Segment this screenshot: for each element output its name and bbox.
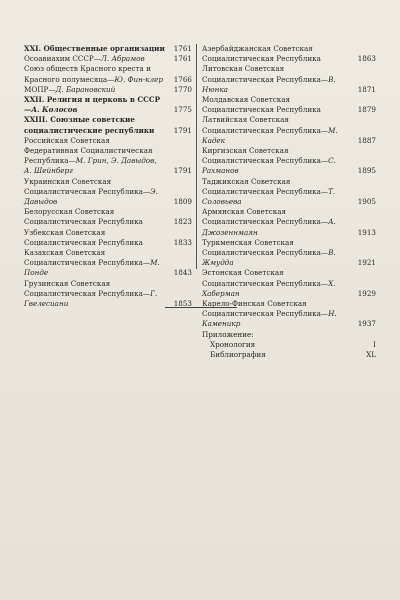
toc-entry-title — [210, 350, 350, 360]
toc-entry — [202, 177, 376, 208]
toc-entry-text: Союз обществ Красного креста и Красного полумесяца— — [24, 64, 151, 84]
toc-entry-author: Л. Абрамов — [100, 54, 145, 64]
toc-entry-text: Молдавская Советская Социалистическая Республика — [202, 95, 321, 115]
toc-entry — [202, 340, 376, 350]
toc-entry-page-number: 1843 — [173, 268, 192, 278]
toc-entry-title — [202, 146, 350, 177]
toc-entry-author: С. Рахманов — [202, 156, 336, 176]
toc-entry-page-number: 1905 — [357, 197, 376, 207]
toc-entry-page-number: 1809 — [173, 197, 192, 207]
toc-entry-title — [24, 95, 166, 115]
toc-entry-author: М. Кадек — [202, 125, 338, 145]
toc-entry — [24, 248, 192, 279]
column-divider — [196, 44, 197, 269]
toc-entry-text: Узбекская Советская Социалистическая Республика — [24, 227, 143, 247]
toc-entry-text: Латвийская Советская Социалистическая Республика— — [202, 115, 329, 135]
toc-entry-text: Таджикская Советская Социалистическая Республика— — [202, 176, 329, 196]
toc-entry-text: Казахская Советская Социалистическая Республика— — [24, 248, 151, 268]
toc-entry-page-number: 1791 — [173, 166, 192, 176]
toc-entry-page-number: 1929 — [357, 288, 376, 298]
toc-entry — [24, 44, 192, 54]
toc-entry-page-number: 1863 — [357, 54, 376, 64]
toc-entry-page-number: 1887 — [357, 135, 376, 145]
toc-entry-author: М. Грин, Э. Давыдов, А. Шейнберг — [24, 156, 157, 176]
toc-entry-title — [202, 115, 350, 146]
toc-entry-author: Д. Барановский — [55, 84, 116, 94]
toc-left-column — [24, 44, 192, 309]
toc-entry — [202, 95, 376, 115]
toc-right-column — [202, 44, 376, 360]
toc-entry-page-number: 1879 — [357, 105, 376, 115]
toc-entry-page-number: 1937 — [357, 319, 376, 329]
bottom-rule — [165, 307, 237, 308]
toc-entry-page-number: 1871 — [357, 84, 376, 94]
toc-entry-title — [24, 207, 166, 227]
toc-entry-title — [24, 228, 166, 248]
toc-entry-title — [202, 64, 350, 95]
toc-entry — [202, 44, 376, 64]
toc-entry — [24, 177, 192, 208]
toc-entry-page-number: 1775 — [173, 105, 192, 115]
toc-entry-text: Осоавиахим СССР— — [24, 54, 101, 64]
toc-entry-text: XXIII. Союзные советские социалистические республики — [24, 115, 155, 135]
toc-entry-page-number: 1761 — [173, 54, 192, 64]
toc-entry-text: Приложение: — [202, 329, 254, 339]
toc-entry-author: А. Джозеннмаян — [202, 217, 336, 237]
toc-entry-title — [202, 238, 350, 269]
toc-entry-title — [24, 177, 166, 208]
toc-entry-title — [202, 207, 350, 238]
toc-entry-page-number: I — [373, 339, 376, 349]
toc-entry-title — [24, 279, 166, 310]
toc-entry-title — [24, 64, 166, 84]
toc-entry — [202, 207, 376, 238]
toc-entry-page-number: 1921 — [357, 258, 376, 268]
toc-entry — [202, 115, 376, 146]
toc-entry — [24, 115, 192, 135]
toc-entry — [24, 207, 192, 227]
toc-entry — [202, 350, 376, 360]
toc-entry-text: Карело-Финская Советская Социалистическая Республика— — [202, 299, 329, 319]
toc-entry-title — [24, 248, 166, 279]
toc-entry — [24, 95, 192, 115]
toc-entry-title — [202, 44, 350, 64]
toc-entry-text: Российская Советская Федеративная Социалистическая Республика— — [24, 135, 153, 166]
toc-entry-page-number: 1761 — [173, 44, 192, 53]
toc-entry-text: Грузинская Советская Социалистическая Республика— — [24, 278, 151, 298]
toc-entry-text: Литовская Советская Социалистическая Республика— — [202, 64, 329, 84]
toc-entry-page-number: 1853 — [173, 299, 192, 309]
toc-entry-title — [210, 340, 350, 350]
toc-entry-page-number: 1913 — [357, 227, 376, 237]
toc-entry-page-number: 1833 — [173, 237, 192, 247]
toc-entry-title — [202, 177, 350, 208]
toc-entry-title — [24, 115, 166, 135]
toc-entry-title — [24, 44, 166, 54]
toc-entry — [24, 85, 192, 95]
toc-entry-title — [24, 85, 166, 95]
toc-entry-page-number: 1766 — [173, 74, 192, 84]
toc-entry-page-number: 1791 — [173, 125, 192, 135]
toc-entry-title — [24, 136, 166, 177]
toc-entry-author: Х. Хаберман — [202, 278, 336, 298]
toc-entry-author: Э. Давыдов — [24, 186, 158, 207]
toc-entry-title — [202, 268, 350, 299]
toc-entry-page-number: XL — [366, 350, 376, 360]
toc-entry-title — [24, 54, 166, 64]
toc-entry-page-number: 1770 — [173, 84, 192, 94]
toc-entry — [24, 64, 192, 84]
toc-entry — [24, 54, 192, 64]
toc-entry — [24, 228, 192, 248]
toc-entry-author: В. Жмудда — [202, 248, 336, 268]
toc-entry-author: Г. Гвелесиани — [24, 288, 158, 309]
toc-entry-text: Хронология — [210, 339, 256, 349]
toc-entry — [202, 64, 376, 95]
toc-entry-author: А. Колосов — [31, 105, 78, 115]
toc-entry-text: Библиография — [210, 350, 266, 360]
toc-entry-author: Н. Каменикр — [202, 309, 337, 329]
toc-entry-text: Армянская Советская Социалистическая Республика— — [202, 207, 329, 227]
toc-entry-text: Эстонская Советская Социалистическая Республика— — [202, 268, 329, 288]
toc-entry-text: МОПР— — [24, 84, 56, 94]
toc-entry-text: Киргизская Советская Социалистическая Республика— — [202, 146, 329, 166]
toc-entry-title — [202, 330, 350, 340]
toc-entry-author: В. Нюнка — [202, 74, 336, 94]
toc-entry-text: XXII. Религия и церковь в СССР— — [24, 95, 160, 115]
toc-entry — [24, 279, 192, 310]
toc-entry — [202, 268, 376, 299]
toc-entry-text: Азербайджанская Советская Социалистическая Республика — [202, 44, 321, 64]
toc-entry-page-number: 1823 — [173, 217, 192, 227]
toc-entry-text: Украинская Советская Социалистическая Республика— — [24, 176, 151, 196]
toc-entry-text: Белорусская Советская Социалистическая Республика — [24, 207, 143, 227]
toc-entry — [202, 238, 376, 269]
toc-entry-page-number: 1895 — [357, 166, 376, 176]
toc-entry-author: М. Понде — [24, 258, 160, 278]
toc-entry-author: Ю. Фин-клер — [114, 74, 164, 84]
toc-entry — [202, 146, 376, 177]
toc-entry-text: Туркменская Советская Социалистическая Республика— — [202, 237, 329, 258]
toc-entry — [202, 330, 376, 340]
toc-entry-title — [202, 95, 350, 115]
toc-entry — [202, 299, 376, 330]
toc-entry-text: XXI. Общественные организации — [24, 44, 165, 53]
toc-entry-title — [202, 299, 350, 330]
toc-entry — [24, 136, 192, 177]
toc-entry-author: Т. Соловьева — [202, 186, 336, 207]
